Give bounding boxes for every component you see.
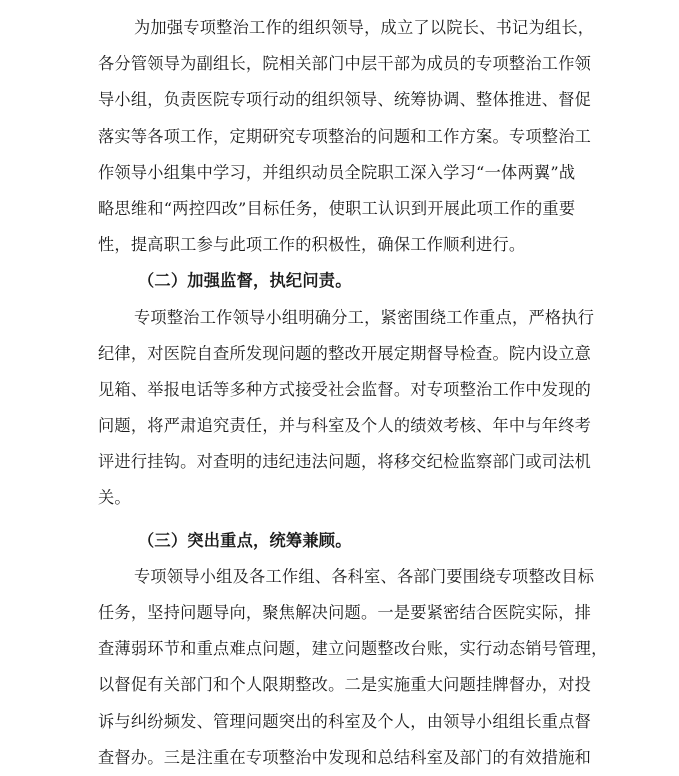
paragraph-line: 诉与纠纷频发、管理问题突出的科室及个人，由领导小组组长重点督 xyxy=(98,711,592,731)
document-page xyxy=(98,10,608,776)
paragraph-line: 问题，将严肃追究责任，并与科室及个人的绩效考核、年中与年终考 xyxy=(98,416,592,436)
paragraph-line: 查督办。三是注重在专项整治中发现和总结科室及部门的有效措施和 xyxy=(98,747,592,767)
paragraph-line: 各分管领导为副组长，院相关部门中层干部为成员的专项整治工作领 xyxy=(98,54,592,74)
paragraph-line: 专项整治工作领导小组明确分工，紧密围绕工作重点，严格执行 xyxy=(134,307,595,327)
paragraph-line: 见箱、举报电话等多种方式接受社会监督。对专项整治工作中发现的 xyxy=(98,379,592,399)
paragraph-line: 纪律，对医院自查所发现问题的整改开展定期督导检查。院内设立意 xyxy=(98,343,592,363)
paragraph-line: 导小组，负责医院专项行动的组织领导、统筹协调、整体推进、督促 xyxy=(98,90,592,110)
paragraph-line: 略思维和“两控四改”目标任务，使职工认识到开展此项工作的重要 xyxy=(98,198,576,218)
paragraph-line: 任务，坚持问题导向，聚焦解决问题。一是要紧密结合医院实际，排 xyxy=(98,603,592,622)
section-heading-supervision: （二）加强监督，执纪问责。 xyxy=(138,271,352,291)
paragraph-line: 以督促有关部门和个人限期整改。二是实施重大问题挂牌督办，对投 xyxy=(98,675,592,695)
paragraph-line: 作领导小组集中学习，并组织动员全院职工深入学习“一体两翼”战 xyxy=(98,162,576,182)
section-heading-priorities: （三）突出重点，统筹兼顾。 xyxy=(138,530,352,550)
paragraph-supervision xyxy=(98,300,595,517)
paragraph-line: 性，提高职工参与此项工作的积极性，确保工作顺利进行。 xyxy=(98,235,526,255)
paragraph-priorities xyxy=(98,559,608,776)
paragraph-organization xyxy=(98,10,595,263)
paragraph-line: 查薄弱环节和重点难点问题，建立问题整改台账，实行动态销号管理， xyxy=(98,639,608,659)
paragraph-line: 为加强专项整治工作的组织领导，成立了以院长、书记为组长， xyxy=(134,18,595,37)
paragraph-line: 专项领导小组及各工作组、各科室、各部门要围绕专项整改目标 xyxy=(134,566,595,586)
paragraph-line: 落实等各项工作，定期研究专项整治的问题和工作方案。专项整治工 xyxy=(98,126,592,146)
paragraph-line: 评进行挂钩。对查明的违纪违法问题，将移交纪检监察部门或司法机 xyxy=(98,452,592,472)
paragraph-line: 关。 xyxy=(98,488,131,508)
